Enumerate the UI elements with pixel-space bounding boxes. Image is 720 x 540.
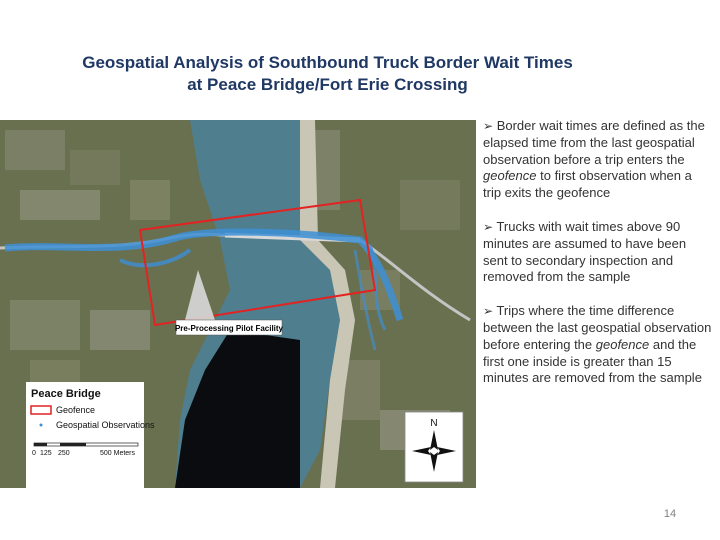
north-arrow-icon: [405, 412, 463, 482]
bullet-arrow-icon: ➢: [483, 119, 494, 133]
title-line-1: Geospatial Analysis of Southbound Truck Border Wait Times: [82, 53, 573, 72]
scale-tick-500: 500 Meters: [100, 450, 136, 457]
legend-observation-dot: [40, 424, 43, 427]
slide-title: [0, 52, 655, 96]
bullet-definition: ➢ Border wait times are defined as the elapsed time from the last geospatial observation before a trip enters the geofence to first observation when a trip exits the geofence: [483, 118, 705, 201]
aerial-map: [0, 120, 476, 488]
scale-tick-125: 125: [40, 450, 52, 457]
bullet-secondary-inspection: ➢ Trucks with wait times above 90 minutes are assumed to have been sent to secondary inspection and removed from the sample: [483, 218, 687, 285]
bullet-list: [483, 118, 713, 404]
scale-tick-250: 250: [58, 450, 70, 457]
compass-n-label: N: [430, 418, 438, 429]
bullet-arrow-icon: ➢: [483, 219, 494, 234]
legend-title: Peace Bridge: [31, 388, 101, 400]
legend: [26, 382, 155, 488]
page-number: 14: [663, 508, 677, 520]
title-line-2: at Peace Bridge/Fort Erie Crossing: [187, 75, 468, 94]
scale-tick-0: 0: [32, 450, 36, 457]
bullet-time-difference: ➢ Trips where the time difference between the last geospatial observation before entering the geofence and the first one inside is greater than 15 minutes are removed from the sample: [483, 303, 712, 386]
facility-label: Pre-Processing Pilot Facility: [174, 324, 284, 333]
legend-observations-label: Geospatial Observations: [56, 420, 155, 430]
legend-geofence-label: Geofence: [56, 405, 96, 415]
bullet-arrow-icon: ➢: [483, 304, 494, 319]
